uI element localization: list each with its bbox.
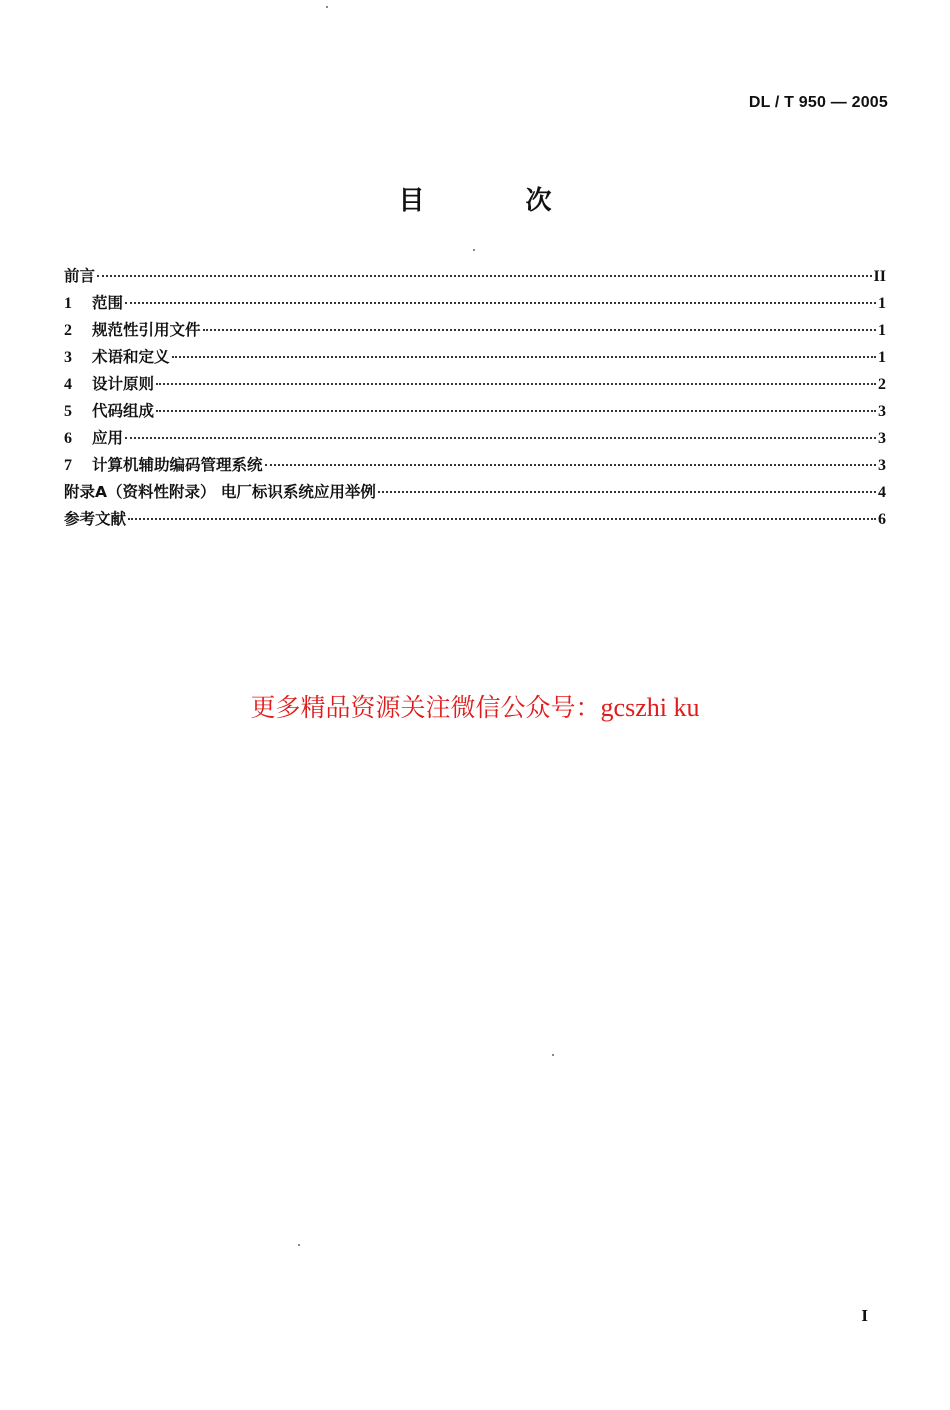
toc-page: 1: [878, 295, 886, 312]
toc-leader: [203, 329, 876, 331]
toc-number: 6: [64, 430, 72, 447]
toc-leader: [172, 356, 876, 358]
toc-entry[interactable]: [64, 480, 886, 507]
toc-number: 7: [64, 457, 72, 474]
toc-entry[interactable]: [64, 453, 886, 480]
toc-number: 4: [64, 376, 72, 393]
toc-entry[interactable]: [64, 507, 886, 534]
watermark-text: 更多精品资源关注微信公众号：: [250, 693, 601, 722]
page-number: I: [861, 1306, 868, 1325]
toc-page: 3: [878, 457, 886, 474]
toc-leader: [128, 518, 876, 520]
toc-leader: [156, 410, 876, 412]
toc-leader: [125, 302, 876, 304]
toc-entry[interactable]: [64, 345, 886, 372]
toc-leader: [156, 383, 876, 385]
scan-speck: [326, 6, 328, 8]
toc-page: II: [873, 268, 886, 285]
watermark-promo: [0, 688, 950, 724]
toc-label: 范围: [92, 294, 124, 312]
toc-page: 2: [878, 376, 886, 393]
page-title: 目 次: [398, 186, 598, 216]
toc-page: 1: [878, 349, 886, 366]
toc-page: 3: [878, 403, 886, 420]
toc-leader: [378, 491, 876, 493]
toc-label: 前言: [64, 267, 96, 285]
toc-number: 1: [64, 295, 72, 312]
toc-label: 设计原则: [92, 375, 155, 393]
toc-number: 3: [64, 349, 72, 366]
toc-label: 代码组成: [92, 402, 155, 420]
toc-leader: [97, 275, 872, 277]
toc-entry[interactable]: [64, 291, 886, 318]
toc-leader: [125, 437, 876, 439]
standard-code: DL / T 950 — 2005: [748, 94, 888, 111]
toc-entry[interactable]: [64, 399, 886, 426]
toc-page: 1: [878, 322, 886, 339]
toc-label: 应用: [92, 429, 124, 447]
toc-entry[interactable]: [64, 318, 886, 345]
toc-page: 3: [878, 430, 886, 447]
toc-label: 计算机辅助编码管理系统: [92, 456, 263, 474]
toc-label: 附录A（资料性附录） 电厂标识系统应用举例: [64, 483, 376, 501]
scan-speck: [473, 249, 475, 251]
toc-page: 4: [878, 484, 886, 501]
toc-entry[interactable]: [64, 264, 886, 291]
toc-entry[interactable]: [64, 426, 886, 453]
toc-page: 6: [878, 511, 886, 528]
toc-label: 规范性引用文件: [92, 321, 201, 339]
toc-number: 2: [64, 322, 72, 339]
toc-number: 5: [64, 403, 72, 420]
scan-speck: [298, 1244, 300, 1246]
toc-label: 术语和定义: [92, 348, 170, 366]
scan-speck: [552, 1054, 554, 1056]
toc-label: 参考文献: [64, 510, 127, 528]
toc-entry[interactable]: [64, 372, 886, 399]
toc-leader: [265, 464, 876, 466]
watermark-account: gcszhi ku: [600, 693, 700, 722]
table-of-contents: [64, 264, 886, 534]
